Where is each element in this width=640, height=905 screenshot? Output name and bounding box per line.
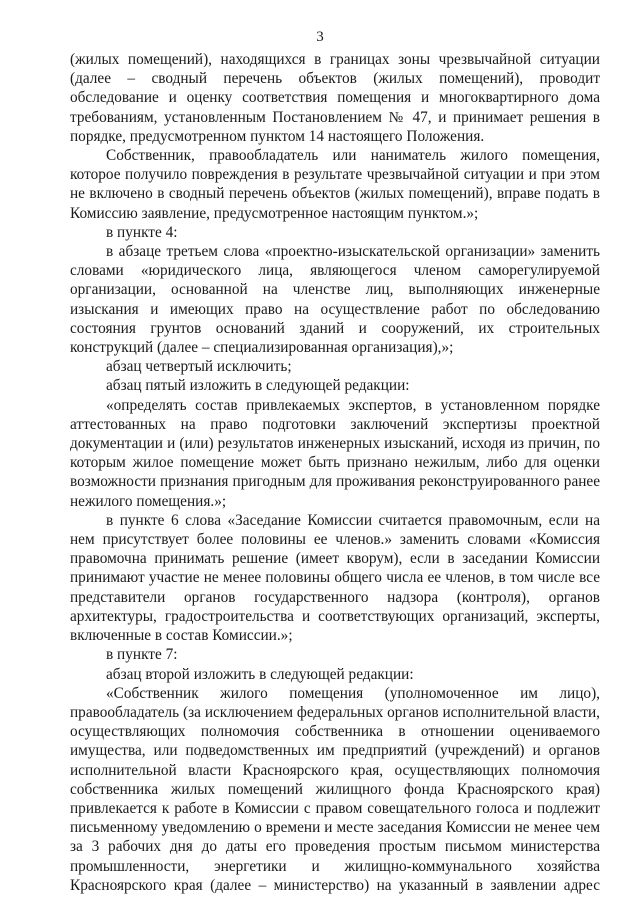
paragraph-3: в пункте 4: — [106, 223, 178, 241]
paragraph-1: (жилых помещений), находящихся в границах зоны чрезвычайной ситуации (далее – сводный перечень объектов (жилых помещений), проводит обследование и оценку соответствия помещения и многоквартирного дома требованиям, установленным Постановлением № 47, и принимает решения в порядке, предусмотренном пунктом 14 настоящего Положения. — [70, 51, 600, 145]
paragraph-6: абзац пятый изложить в следующей редакции: — [106, 377, 410, 395]
paragraph-10: абзац второй изложить в следующей редакции: — [106, 665, 414, 683]
paragraph-2: Собственник, правообладатель или наниматель жилого помещения, которое получило повреждения в результате чрезвычайной ситуации и при этом не включено в сводный перечень объектов (жилых помещений), вправе подать в Комиссию заявление, предусмотренное настоящим пунктом.»; — [70, 147, 600, 222]
paragraph-8: в пункте 6 слова «Заседание Комиссии считается правомочным, если на нем присутствует более половины ее членов.» заменить словами «Комиссия правомочна принимать решение (имеет кворум), если в заседании Комиссии принимают участие не менее половины общего числа ее членов, в том числе все представители органов государственного надзора (контроля), органов архитектуры, градостроительства и соответствующих организаций, эксперты, включенные в состав Комиссии.»; — [70, 511, 600, 645]
paragraph-4: в абзаце третьем слова «проектно-изыскательской организации» заменить словами «юридического лица, являющегося членом саморегулируемой организации, основанной на членстве лиц, выполняющих инженерные изыскания и имеющих право на осуществление работ по обследованию состояния грунтов оснований зданий и сооружений, их строительных конструкций (далее – специализированная организация),»; — [70, 243, 600, 357]
paragraph-9: в пункте 7: — [106, 646, 178, 664]
paragraph-5: абзац четвертый исключить; — [106, 358, 292, 376]
paragraph-11: «Собственник жилого помещения (уполномоченное им лицо), правообладатель (за исключением федеральных органов исполнительной власти, осуществляющих полномочия собственника в отношении оцениваемого имущества, или подведомственных им предприятий (учреждений) и органов исполнительной власти Красноярского края, осуществляющих полномочия собственника жилых помещений жилищного фонда Красноярского края) привлекается к работе в Комиссии с правом совещательного голоса и подлежит письменному уведомлению о времени и месте заседания Комиссии не менее чем за 3 рабочих дня до даты его проведения простым письмом министерства промышленности, энергетики и жилищно-коммунального хозяйства Красноярского края (далее – министерство) на указанный в заявлении адрес — [70, 684, 600, 894]
document-body — [70, 50, 600, 895]
paragraph-7: «определять состав привлекаемых экспертов, в установленном порядке аттестованных на право подготовки заключений экспертизы проектной документации и (или) результатов инженерных изысканий, исходя из причин, по которым жилое помещение может быть признано нежилым, либо для оценки возможности признания пригодным для проживания реконструированного ранее нежилого помещения.»; — [70, 396, 600, 510]
page-number: 3 — [316, 29, 324, 45]
